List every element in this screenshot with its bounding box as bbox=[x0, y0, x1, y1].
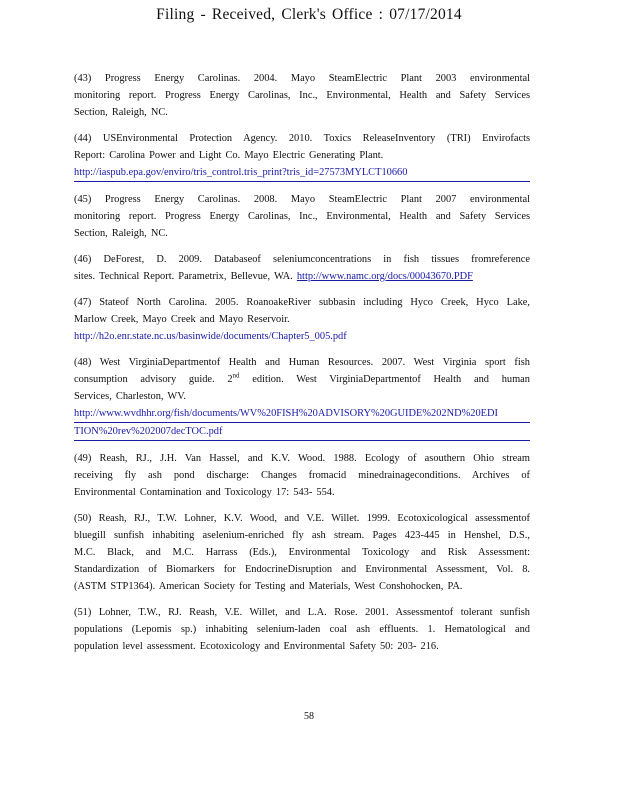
reference-line: Section, Raleigh, NC. bbox=[74, 228, 168, 239]
reference-link[interactable]: http://www.namc.org/docs/00043670.PDF bbox=[296, 271, 473, 282]
reference-line: Marlow Creek, Mayo Creek and Mayo Reservoir. bbox=[74, 314, 290, 325]
reference-43 bbox=[74, 70, 530, 121]
reference-line: populations (Lepomis sp.) inhabiting selenium-laden coal ash effluents. 1. Hematological and bbox=[74, 624, 530, 635]
reference-text: edition. West VirginiaDepartmentof Health and human bbox=[239, 374, 530, 385]
reference-line: (46) DeForest, D. 2009. Databaseof seleniumconcentrations in fish tissues fromreference bbox=[74, 254, 530, 265]
reference-text: sites. Technical Report. Parametrix, Bellevue, WA. bbox=[74, 271, 297, 282]
reference-link[interactable]: http://www.wvdhhr.org/fish/documents/WV%20FISH%20ADVISORY%20GUIDE%202ND%20EDI bbox=[74, 405, 530, 423]
reference-line: Services, Charleston, WV. bbox=[74, 391, 186, 402]
reference-line: Section, Raleigh, NC. bbox=[74, 107, 168, 118]
reference-line bbox=[74, 268, 530, 285]
reference-46 bbox=[74, 251, 530, 285]
reference-line: bluegill sunfish inhabiting aselenium-enriched fly ash stream. Pages 423-445 in Henshel, D.S., bbox=[74, 530, 530, 541]
reference-line: (50) Reash, RJ., T.W. Lohner, K.V. Wood, and V.E. Willet. 1999. Ecotoxicological assessmentof bbox=[74, 513, 530, 524]
reference-link[interactable]: TION%20rev%202007decTOC.pdf bbox=[74, 423, 530, 441]
reference-line: (49) Reash, RJ., J.H. Van Hassel, and K.V. Wood. 1988. Ecology of asouthern Ohio stream bbox=[74, 453, 530, 464]
reference-line: monitoring report. Progress Energy Carolinas, Inc., Environmental, Health and Safety Services bbox=[74, 90, 530, 101]
reference-line: (48) West VirginiaDepartmentof Health and Human Resources. 2007. West Virginia sport fish bbox=[74, 357, 530, 368]
reference-50 bbox=[74, 510, 530, 595]
reference-line: (44) USEnvironmental Protection Agency. 2010. Toxics ReleaseInventory (TRI) Envirofacts bbox=[74, 133, 530, 144]
reference-47 bbox=[74, 294, 530, 345]
reference-line bbox=[74, 371, 530, 388]
reference-line: monitoring report. Progress Energy Carolinas, Inc., Environmental, Health and Safety Services bbox=[74, 211, 530, 222]
reference-line: Environmental Contamination and Toxicology 17: 543- 554. bbox=[74, 487, 335, 498]
reference-line: (43) Progress Energy Carolinas. 2004. Mayo SteamElectric Plant 2003 environmental bbox=[74, 73, 530, 84]
filing-header: Filing - Received, Clerk's Office : 07/17/2014 bbox=[156, 6, 462, 23]
reference-line: M.C. Black, and M.C. Harrass (Eds.), Environmental Toxicology and Risk Assessment: bbox=[74, 547, 530, 558]
references-list bbox=[74, 70, 530, 664]
reference-line: (47) Stateof North Carolina. 2005. RoanoakeRiver subbasin including Hyco Creek, Hyco Lake, bbox=[74, 297, 530, 308]
reference-line: Report: Carolina Power and Light Co. Mayo Electric Generating Plant. bbox=[74, 150, 384, 161]
reference-line: (51) Lohner, T.W., RJ. Reash, V.E. Willet, and L.A. Rose. 2001. Assessmentof tolerant sunfish bbox=[74, 607, 530, 618]
reference-line: (ASTM STP1364). American Society for Testing and Materials, West Conshohocken, PA. bbox=[74, 581, 463, 592]
ordinal-suffix: nd bbox=[232, 371, 240, 380]
reference-45 bbox=[74, 191, 530, 242]
reference-49 bbox=[74, 450, 530, 501]
reference-text: consumption advisory guide. 2 bbox=[74, 374, 233, 385]
reference-link[interactable]: http://h2o.enr.state.nc.us/basinwide/documents/Chapter5_005.pdf bbox=[74, 331, 347, 342]
reference-line: (45) Progress Energy Carolinas. 2008. Mayo SteamElectric Plant 2007 environmental bbox=[74, 194, 530, 205]
reference-link[interactable]: http://iaspub.epa.gov/enviro/tris_control.tris_print?tris_id=27573MYLCT10660 bbox=[74, 164, 530, 182]
reference-48 bbox=[74, 354, 530, 441]
reference-51 bbox=[74, 604, 530, 655]
page-number: 58 bbox=[304, 711, 314, 722]
reference-44 bbox=[74, 130, 530, 182]
reference-line: Standardization of Biomarkers for EndocrineDisruption and Environmental Assessment, Vol. 8. bbox=[74, 564, 530, 575]
reference-line: receiving fly ash pond discharge: Changes fromacid minedrainageconditions. Archives of bbox=[74, 470, 530, 481]
reference-line: population level assessment. Ecotoxicology and Environmental Safety 50: 203- 216. bbox=[74, 641, 439, 652]
